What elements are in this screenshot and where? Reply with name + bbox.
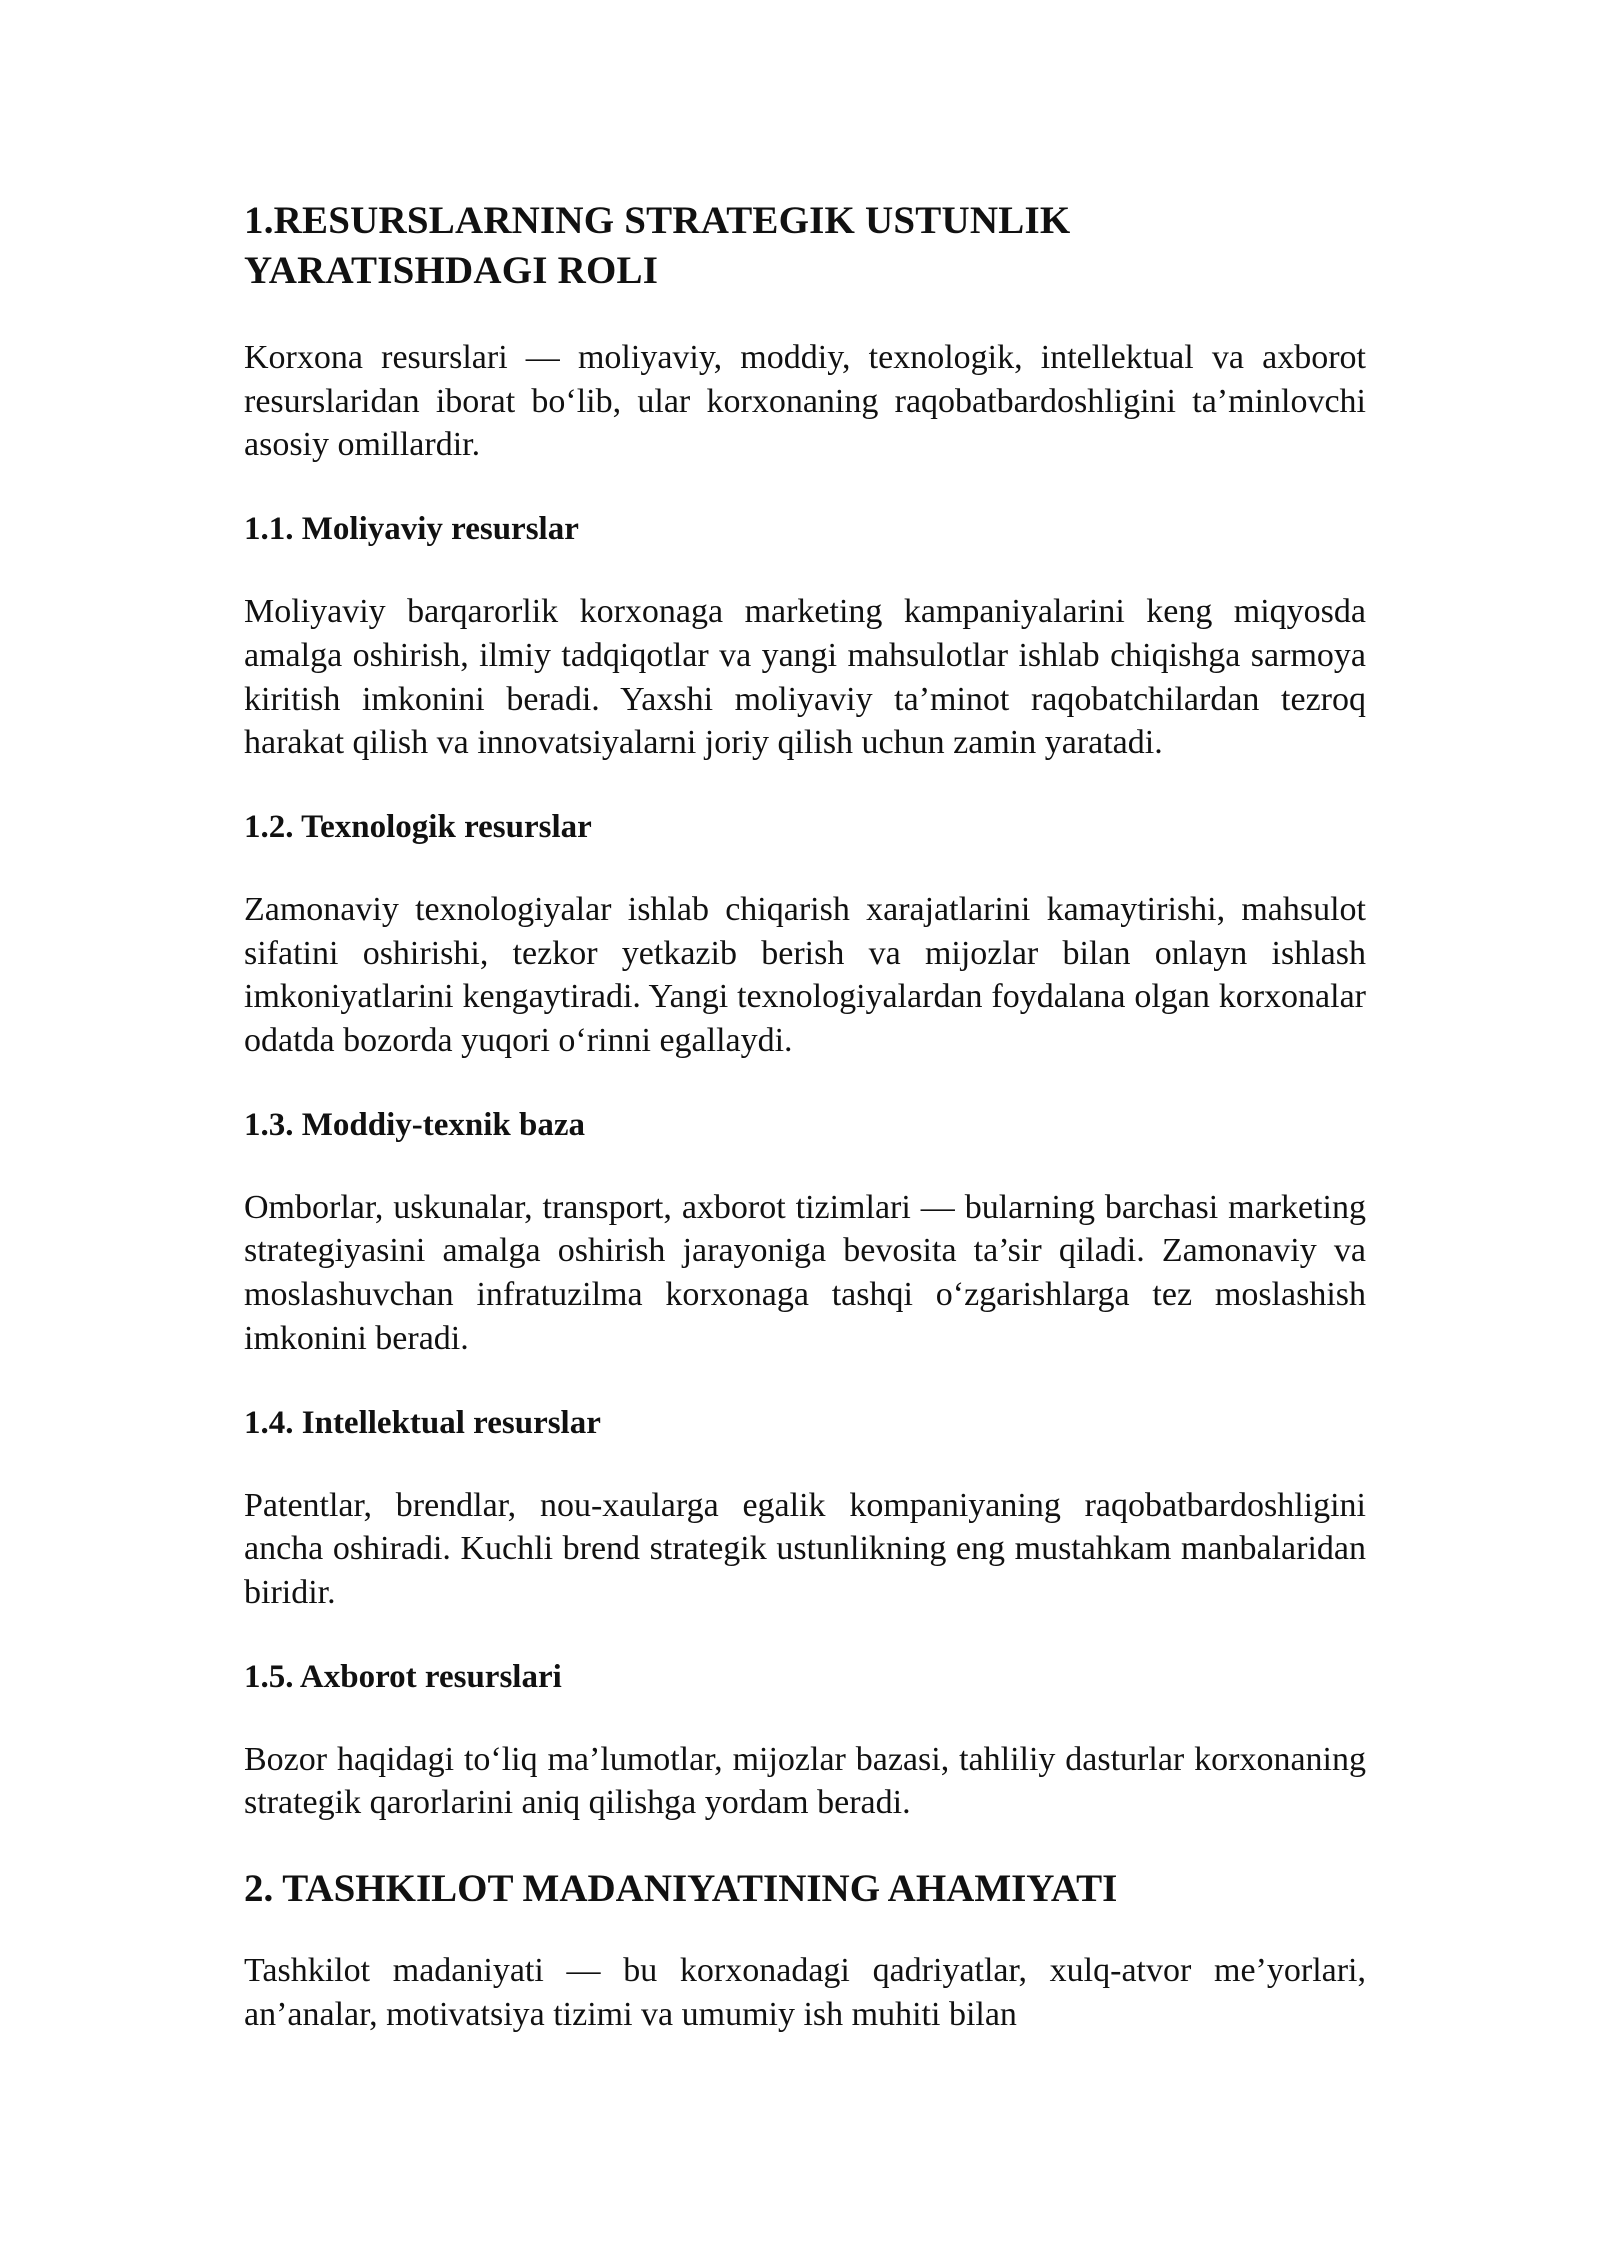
intro-paragraph: Korxona resurslari — moliyaviy, moddiy, texnologik, intellektual va axborot resurslaridan iborat bo‘lib, ular korxonaning raqobatbardoshligini ta’minlovchi asosiy omillardir. bbox=[244, 339, 1366, 464]
section-1-4-heading: 1.4. Intellektual resurslar bbox=[244, 1404, 601, 1441]
section-2-title: 2. TASHKILOT MADANIYATINING AHAMIYATI bbox=[244, 1867, 1118, 1911]
section-2-body: Tashkilot madaniyati — bu korxonadagi qadriyatlar, xulq-atvor me’yorlari, an’analar, motivatsiya tizimi va umumiy ish muhiti bilan bbox=[244, 1952, 1366, 2033]
section-1-2-body: Zamonaviy texnologiyalar ishlab chiqarish xarajatlarini kamaytirishi, mahsulot sifatini oshirishi, tezkor yetkazib berish va mijozlar bilan onlayn ishlash imkoniyatlarini kengaytiradi. Yangi texnologiyalardan foydalana olgan korxonalar odatda bozorda yuqori o‘rinni egallaydi. bbox=[244, 890, 1366, 1060]
section-1-4-body: Patentlar, brendlar, nou-xaularga egalik kompaniyaning raqobatbardoshligini ancha oshiradi. Kuchli brend strategik ustunlikning eng mustahkam manbalaridan biridir. bbox=[244, 1486, 1366, 1611]
section-1-1-body: Moliyaviy barqarorlik korxonaga marketing kampaniyalarini keng miqyosda amalga oshirish, ilmiy tadqiqotlar va yangi mahsulotlar ishlab chiqishga sarmoya kiritish imkonini beradi. Yaxshi moliyaviy ta’minot raqobatchilardan tezroq harakat qilish va innovatsiyalarni joriy qilish uchun zamin yaratadi. bbox=[244, 593, 1366, 762]
document-title: 1.RESURSLARNING STRATEGIK USTUNLIK YARATISHDAGI ROLI bbox=[244, 199, 1071, 292]
section-1-5-heading: 1.5. Axborot resurslari bbox=[244, 1658, 562, 1695]
section-1-3-heading: 1.3. Moddiy-texnik baza bbox=[244, 1106, 586, 1143]
section-1-5-body: Bozor haqidagi to‘liq ma’lumotlar, mijozlar bazasi, tahliliy dasturlar korxonaning strategik qarorlarini aniq qilishga yordam beradi. bbox=[244, 1740, 1366, 1822]
section-1-3-body: Omborlar, uskunalar, transport, axborot tizimlari — bularning barchasi marketing strategiyasini amalga oshirish jarayoniga bevosita ta’sir qiladi. Zamonaviy va moslashuvchan infratuzilma korxonaga tashqi o‘zgarishlarga tez moslashish imkonini beradi. bbox=[244, 1188, 1366, 1357]
section-1-1-heading: 1.1. Moliyaviy resurslar bbox=[244, 511, 579, 548]
section-1-2-heading: 1.2. Texnologik resurslar bbox=[244, 808, 592, 845]
document-page bbox=[244, 196, 1366, 2076]
